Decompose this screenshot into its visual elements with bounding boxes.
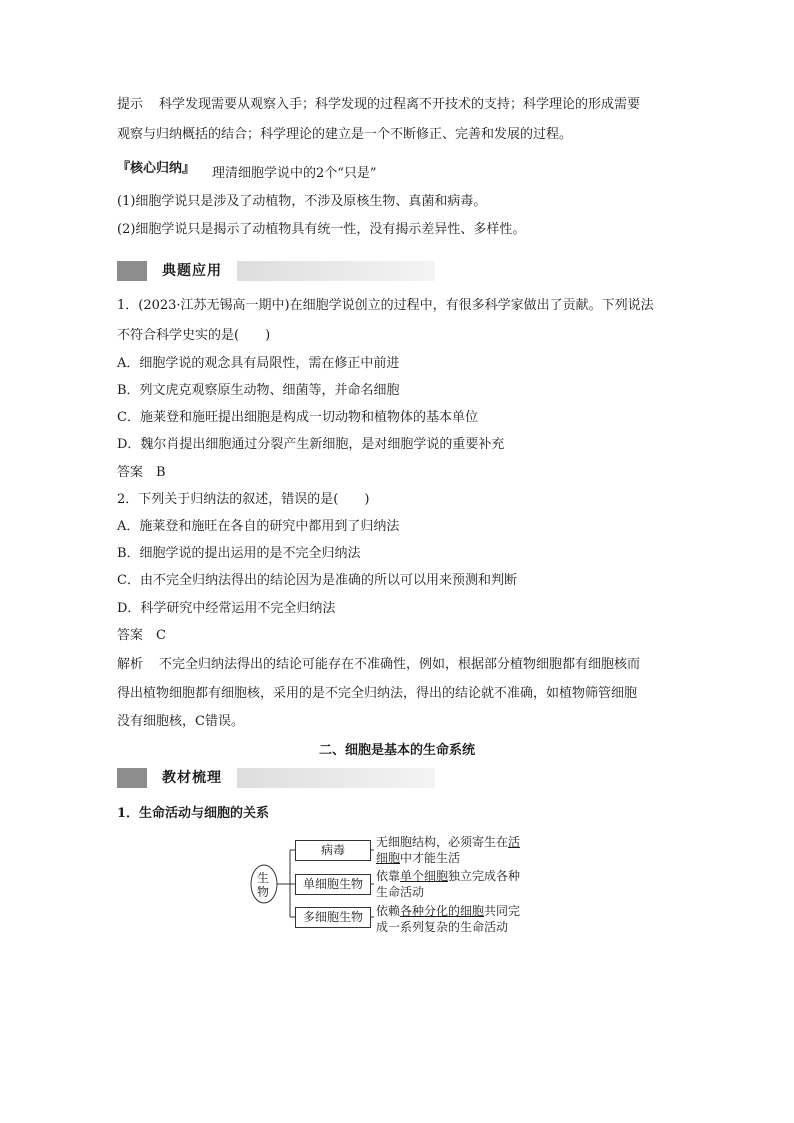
hint-label: 提示 — [117, 97, 144, 112]
core-title: 理清细胞学说中的2个“只是” — [212, 166, 377, 181]
multicellular-desc-line-2: 成一系列复杂的生命活动 — [376, 920, 509, 934]
multicellular-desc-line-1: 依赖各种分化的细胞共同完 — [376, 904, 521, 918]
root-label-bottom: 物 — [257, 885, 270, 899]
topic-1-title: 1．生命活动与细胞的关系 — [117, 806, 270, 821]
q2-option-b: B．细胞学说的提出运用的是不完全归纳法 — [117, 546, 361, 561]
unicellular-desc-line-1: 依靠单个细胞独立完成各种 — [376, 869, 521, 883]
branch-lines — [277, 850, 295, 917]
q2-analysis-line-2: 得出植物细胞都有细胞核，采用的是不完全归纳法，得出的结论就不准确，如植物筛管细胞 — [117, 686, 638, 701]
core-item-1: (1)细胞学说只是涉及了动植物，不涉及原核生物、真菌和病毒。 — [117, 194, 487, 209]
q1-option-b: B．列文虎克观察原生动物、细菌等，并命名细胞 — [117, 383, 400, 398]
q2-stem: 2．下列关于归纳法的叙述，错误的是( ) — [117, 492, 370, 507]
section-title: 典题应用 — [147, 261, 237, 281]
q1-option-a: A．细胞学说的观念具有局限性，需在修正中前进 — [117, 356, 400, 371]
q1-stem-line-1: 1．(2023·江苏无锡高一期中)在细胞学说创立的过程中，有很多科学家做出了贡献。下列说法 — [117, 298, 654, 313]
q1-option-c: C．施莱登和施旺提出细胞是构成一切动物和植物体的基本单位 — [117, 410, 478, 425]
q2-option-d: D．科学研究中经常运用不完全归纳法 — [117, 601, 336, 616]
section-title: 教材梳理 — [147, 768, 237, 788]
q1-answer: 答案 B — [117, 465, 166, 480]
part-2-heading: 二、细胞是基本的生命系统 — [318, 743, 475, 758]
core-tag: 『核心归纳』 — [117, 161, 196, 176]
core-item-2: (2)细胞学说只是揭示了动植物具有统一性，没有揭示差异性、多样性。 — [117, 222, 526, 237]
virus-desc-line-1: 无细胞结构，必须寄生在活 — [376, 835, 521, 849]
q1-option-d: D．魏尔肖提出细胞通过分裂产生新细胞，是对细胞学说的重要补充 — [117, 437, 505, 452]
unicellular-box: 单细胞生物 — [295, 874, 371, 895]
virus-box: 病毒 — [295, 840, 371, 861]
multicellular-box: 多细胞生物 — [295, 907, 371, 928]
hint-line-2: 观察与归纳概括的结合；科学理论的建立是一个不断修正、完善和发展的过程。 — [117, 127, 573, 142]
q2-analysis-line-1: 解析 不完全归纳法得出的结论可能存在不准确性，例如，根据部分植物细胞都有细胞核而 — [117, 657, 641, 672]
q2-answer: 答案 C — [117, 628, 166, 643]
q2-option-a: A．施莱登和施旺在各自的研究中都用到了归纳法 — [117, 519, 400, 534]
root-label-top: 生 — [257, 871, 270, 885]
q2-option-c: C．由不完全归纳法得出的结论因为是准确的所以可以用来预测和判断 — [117, 573, 517, 588]
hint-line-1: 提示 科学发现需要从观察入手；科学发现的过程离不开技术的支持；科学理论的形成需要 — [117, 97, 641, 112]
q1-stem-line-2: 不符合科学史实的是( ) — [117, 328, 271, 343]
analysis-label: 解析 — [117, 657, 144, 672]
q2-analysis-line-3: 没有细胞核，C错误。 — [117, 714, 244, 729]
unicellular-desc-line-2: 生命活动 — [376, 885, 425, 899]
virus-desc-line-2: 细胞中才能生活 — [376, 851, 461, 865]
